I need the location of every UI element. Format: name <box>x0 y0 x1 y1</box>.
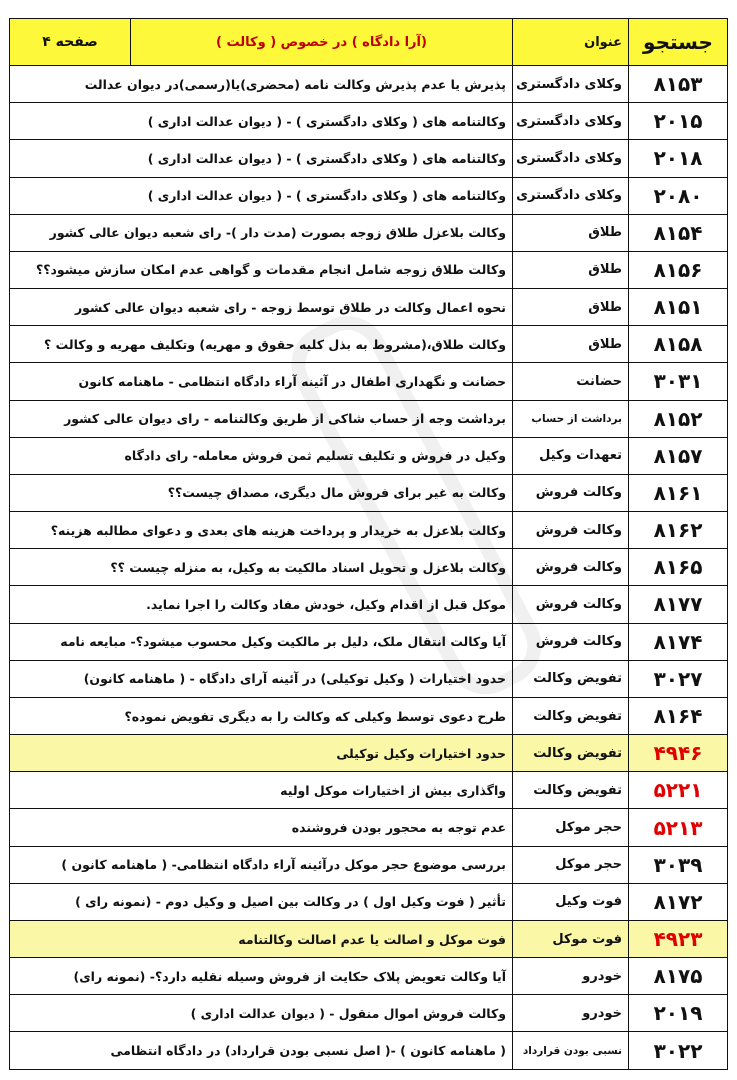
row-title: حضانت <box>513 363 629 400</box>
row-title: وکلای دادگستری <box>513 103 629 140</box>
row-code: ۸۱۵۶ <box>629 251 728 288</box>
table-row <box>10 326 728 363</box>
table-row <box>10 920 728 957</box>
row-title: وکلای دادگستری <box>513 66 629 103</box>
row-description: حضانت و نگهداری اطفال در آئینه آراء دادگاه انتظامی - ماهنامه کانون <box>10 363 513 400</box>
table-row <box>10 474 728 511</box>
table-row <box>10 958 728 995</box>
row-code: ۸۱۶۱ <box>629 474 728 511</box>
row-title: تفویض وکالت <box>513 735 629 772</box>
row-title: تعهدات وکیل <box>513 437 629 474</box>
row-description: وکالتنامه های ( وکلای دادگستری ) - ( دیوان عدالت اداری ) <box>10 103 513 140</box>
table-row <box>10 214 728 251</box>
row-code: ۸۱۵۴ <box>629 214 728 251</box>
row-description: عدم توجه به محجور بودن فروشنده <box>10 809 513 846</box>
table-row <box>10 846 728 883</box>
row-code: ۸۱۶۲ <box>629 512 728 549</box>
row-code: ۳۰۳۹ <box>629 846 728 883</box>
table-row <box>10 883 728 920</box>
row-description: حدود اختیارات وکیل توکیلی <box>10 735 513 772</box>
table-row <box>10 103 728 140</box>
table-row <box>10 995 728 1032</box>
row-title: تفویض وکالت <box>513 697 629 734</box>
row-description: فوت موکل و اصالت یا عدم اصالت وکالتنامه <box>10 920 513 957</box>
row-description: وکالت بلاعزل طلاق زوجه بصورت (مدت دار )- رای شعبه دیوان عالی کشور <box>10 214 513 251</box>
row-description: وکالت طلاق زوجه شامل انجام مقدمات و گواهی عدم امکان سازش میشود؟؟ <box>10 251 513 288</box>
row-code: ۸۱۷۲ <box>629 883 728 920</box>
row-title: فوت وکیل <box>513 883 629 920</box>
table-row <box>10 512 728 549</box>
table-row <box>10 66 728 103</box>
table-row <box>10 809 728 846</box>
row-code: ۸۱۵۷ <box>629 437 728 474</box>
row-title: وکالت فروش <box>513 586 629 623</box>
table-row <box>10 735 728 772</box>
table-row <box>10 251 728 288</box>
row-title: وکالت فروش <box>513 623 629 660</box>
header-subject: (آرا دادگاه ) در خصوص ( وکالت ) <box>131 19 513 66</box>
row-code: ۴۹۲۳ <box>629 920 728 957</box>
row-code: ۸۱۶۵ <box>629 549 728 586</box>
row-description: ( ماهنامه کانون ) -( اصل نسبی بودن قرارداد) در دادگاه انتظامی <box>10 1032 513 1070</box>
row-title: تفویض وکالت <box>513 772 629 809</box>
row-title: خودرو <box>513 995 629 1032</box>
header-page: صفحه ۴ <box>10 19 131 66</box>
row-code: ۳۰۲۲ <box>629 1032 728 1070</box>
row-title: فوت موکل <box>513 920 629 957</box>
row-title: طلاق <box>513 214 629 251</box>
row-title: طلاق <box>513 251 629 288</box>
row-title: طلاق <box>513 326 629 363</box>
row-code: ۸۱۶۴ <box>629 697 728 734</box>
table-row <box>10 1032 728 1070</box>
row-code: ۲۰۱۵ <box>629 103 728 140</box>
row-code: ۸۱۵۸ <box>629 326 728 363</box>
table-row <box>10 177 728 214</box>
row-description: آیا وکالت انتقال ملک، دلیل بر مالکیت وکیل محسوب میشود؟- مبایعه نامه <box>10 623 513 660</box>
row-code: ۲۰۱۹ <box>629 995 728 1032</box>
row-description: وکالت بلاعزل و تحویل اسناد مالکیت به وکیل، به منزله چیست ؟؟ <box>10 549 513 586</box>
index-table <box>9 18 728 1070</box>
row-code: ۳۰۳۱ <box>629 363 728 400</box>
row-code: ۸۱۵۲ <box>629 400 728 437</box>
table-row <box>10 400 728 437</box>
table-row <box>10 549 728 586</box>
row-title: وکالت فروش <box>513 474 629 511</box>
row-description: پذیرش یا عدم پذیرش وکالت نامه (محضری)یا(رسمی)در دیوان عدالت <box>10 66 513 103</box>
row-code: ۸۱۵۱ <box>629 289 728 326</box>
row-code: ۲۰۱۸ <box>629 140 728 177</box>
table-row <box>10 363 728 400</box>
row-description: بررسی موضوع حجر موکل درآئینه آراء دادگاه انتظامی- ( ماهنامه کانون ) <box>10 846 513 883</box>
row-title: نسبی بودن قرارداد <box>513 1032 629 1070</box>
row-description: برداشت وجه از حساب شاکی از طریق وکالتنامه - رای دیوان عالی کشور <box>10 400 513 437</box>
row-description: موکل قبل از اقدام وکیل، خودش مفاد وکالت را اجرا نماید. <box>10 586 513 623</box>
header-row <box>10 19 728 66</box>
row-description: آیا وکالت تعویض پلاک حکایت از فروش وسیله نقلیه دارد؟- (نمونه رای) <box>10 958 513 995</box>
row-description: تأثیر ( فوت وکیل اول ) در وکالت بین اصیل و وکیل دوم - (نمونه رای ) <box>10 883 513 920</box>
row-code: ۸۱۷۷ <box>629 586 728 623</box>
row-title: وکلای دادگستری <box>513 177 629 214</box>
row-description: طرح دعوی توسط وکیلی که وکالت را به دیگری تفویض نموده؟ <box>10 697 513 734</box>
row-title: وکلای دادگستری <box>513 140 629 177</box>
table-row <box>10 660 728 697</box>
row-description: وکالت بلاعزل به خریدار و پرداخت هزینه های بعدی و دعوای مطالبه هزینه؟ <box>10 512 513 549</box>
table-row <box>10 772 728 809</box>
table-row <box>10 140 728 177</box>
row-code: ۵۲۲۱ <box>629 772 728 809</box>
table-row <box>10 586 728 623</box>
row-description: وکالتنامه های ( وکلای دادگستری ) - ( دیوان عدالت اداری ) <box>10 177 513 214</box>
row-title: طلاق <box>513 289 629 326</box>
row-description: وکیل در فروش و تکلیف تسلیم ثمن فروش معامله- رای دادگاه <box>10 437 513 474</box>
table-row <box>10 623 728 660</box>
row-code: ۸۱۷۵ <box>629 958 728 995</box>
header-title: عنوان <box>513 19 629 66</box>
row-description: وکالت فروش اموال منقول - ( دیوان عدالت اداری ) <box>10 995 513 1032</box>
table-row <box>10 437 728 474</box>
row-title: تفویض وکالت <box>513 660 629 697</box>
row-description: واگذاری بیش از اختیارات موکل اولیه <box>10 772 513 809</box>
header-search: جستجو <box>629 19 728 66</box>
row-code: ۲۰۸۰ <box>629 177 728 214</box>
row-title: حجر موکل <box>513 809 629 846</box>
row-description: حدود اختیارات ( وکیل توکیلی) در آئینه آرای دادگاه - ( ماهنامه کانون) <box>10 660 513 697</box>
row-code: ۴۹۴۶ <box>629 735 728 772</box>
table-row <box>10 697 728 734</box>
row-code: ۳۰۲۷ <box>629 660 728 697</box>
row-code: ۸۱۷۴ <box>629 623 728 660</box>
row-code: ۵۲۱۳ <box>629 809 728 846</box>
table-row <box>10 289 728 326</box>
row-title: وکالت فروش <box>513 512 629 549</box>
row-code: ۸۱۵۳ <box>629 66 728 103</box>
row-description: وکالتنامه های ( وکلای دادگستری ) - ( دیوان عدالت اداری ) <box>10 140 513 177</box>
row-description: وکالت طلاق،(مشروط به بذل کلیه حقوق و مهریه) وتکلیف مهریه و وکالت ؟ <box>10 326 513 363</box>
row-title: خودرو <box>513 958 629 995</box>
row-title: وکالت فروش <box>513 549 629 586</box>
row-title: برداشت از حساب <box>513 400 629 437</box>
row-title: حجر موکل <box>513 846 629 883</box>
row-description: وکالت به غیر برای فروش مال دیگری، مصداق چیست؟؟ <box>10 474 513 511</box>
row-description: نحوه اعمال وکالت در طلاق توسط زوجه - رای شعبه دیوان عالی کشور <box>10 289 513 326</box>
